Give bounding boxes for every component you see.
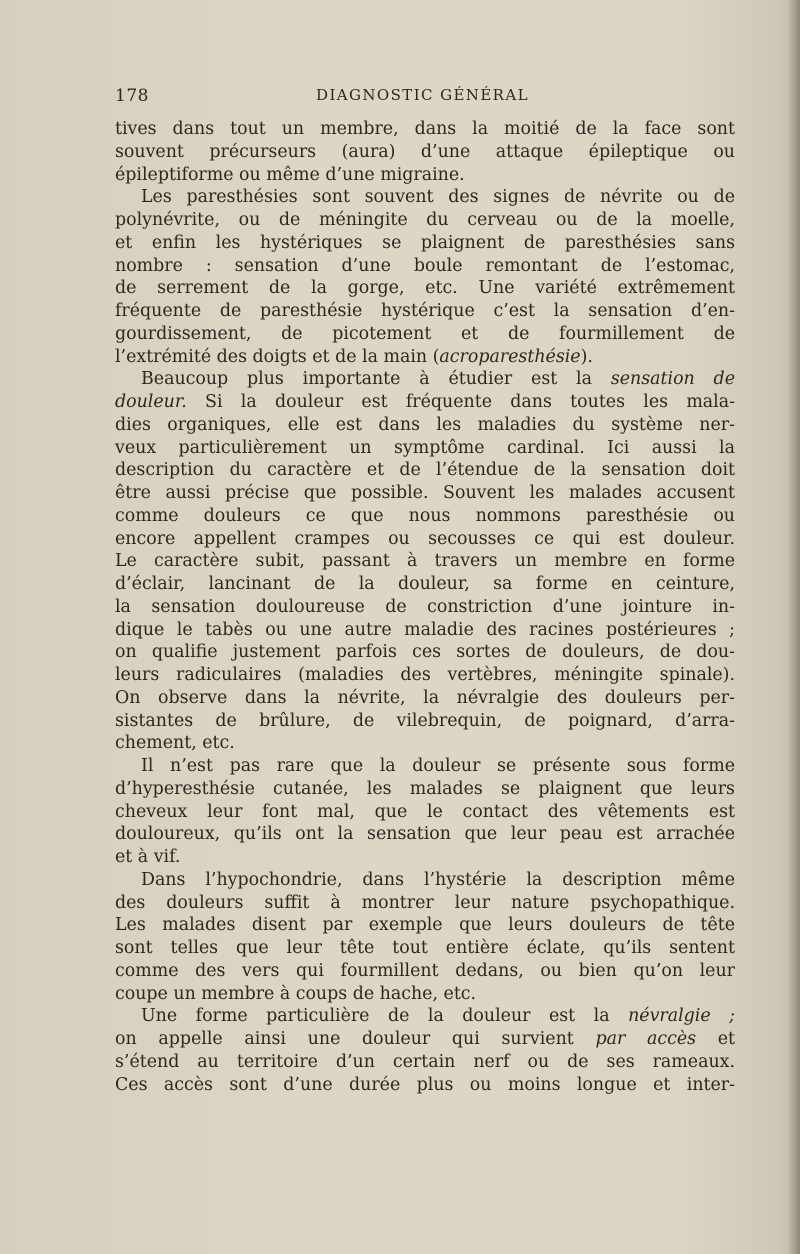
text-line: être aussi précise que possible. Souvent les malades accusent: [115, 483, 735, 503]
text-line: veux particulièrement un symptôme cardinal. Ici aussi la: [115, 437, 735, 458]
page-header: [115, 86, 730, 110]
page-edge-shadow: [786, 0, 800, 1254]
body-text: [115, 118, 735, 1096]
text-line: cheveux leur font mal, que le contact des vêtements est: [115, 801, 735, 822]
text-line: sistantes de brûlure, de vilebrequin, de poignard, d’arra-: [115, 710, 735, 731]
text-line: Les malades disent par exemple que leurs douleurs de tête: [115, 915, 735, 936]
text-line: [115, 1005, 735, 1028]
text-line: [115, 346, 735, 369]
text-line: comme douleurs ce que nous nommons paresthésie ou: [115, 505, 735, 526]
text-line: [115, 391, 735, 414]
text-line: fréquente de paresthésie hystérique c’est la sensation d’en-: [115, 301, 735, 321]
text-run: Beaucoup plus importante à étudier est la: [141, 369, 611, 390]
text-line: dique le tabès ou une autre maladie des racines postérieures ;: [115, 619, 735, 640]
text-line: des douleurs suffit à montrer leur nature psychopathique.: [115, 892, 735, 913]
text-run: et: [696, 1029, 735, 1049]
text-line: et à vif.: [115, 847, 181, 867]
text-line: douloureux, qu’ils ont la sensation que leur peau est arrachée: [115, 824, 735, 845]
italic-text-run: sensation de: [610, 369, 735, 390]
text-line: Ces accès sont d’une durée plus ou moins longue et inter-: [115, 1074, 735, 1095]
text-line: d’éclair, lancinant de la douleur, sa forme en ceinture,: [115, 574, 735, 594]
text-line: [115, 368, 735, 391]
italic-text-run: par accès: [595, 1029, 697, 1049]
text-run: ).: [580, 346, 593, 367]
text-line: chement, etc.: [115, 733, 235, 754]
text-line: de serrement de la gorge, etc. Une variété extrêmement: [115, 278, 735, 299]
text-line: Les paresthésies sont souvent des signes de névrite ou de: [141, 187, 735, 208]
text-run: l’extrémité des doigts et de la main (: [115, 346, 440, 367]
text-line: et enfin les hystériques se plaignent de paresthésies sans: [115, 232, 735, 253]
text-line: nombre : sensation d’une boule remontant de l’estomac,: [115, 255, 735, 276]
italic-text-run: acroparesthésie: [439, 346, 581, 367]
text-line: tives dans tout un membre, dans la moitié de la face sont: [115, 119, 735, 139]
text-line: souvent précurseurs (aura) d’une attaque épileptique ou: [115, 141, 735, 162]
text-line: polynévrite, ou de méningite du cerveau ou de la moelle,: [115, 210, 735, 230]
text-line: la sensation douloureuse de constriction d’une jointure in-: [115, 596, 735, 617]
text-line: encore appellent crampes ou secousses ce qui est douleur.: [115, 528, 735, 549]
text-run: Si la douleur est fréquente dans toutes les mala-: [186, 392, 735, 412]
text-line: Le caractère subit, passant à travers un membre en forme: [115, 551, 735, 572]
text-line: On observe dans la névrite, la névralgie des douleurs per-: [115, 687, 735, 708]
text-run: on appelle ainsi une douleur qui survient: [115, 1029, 596, 1049]
text-line: dies organiques, elle est dans les maladies du système ner-: [115, 414, 735, 435]
text-line: description du caractère et de l’étendue de la sensation doit: [115, 460, 735, 481]
text-line: Dans l’hypochondrie, dans l’hystérie la description même: [141, 869, 735, 890]
text-line: leurs radiculaires (maladies des vertèbres, méningite spinale).: [115, 665, 735, 685]
text-line: [115, 1028, 735, 1051]
text-line: comme des vers qui fourmillent dedans, ou bien qu’on leur: [115, 960, 735, 981]
page-number: 178: [115, 86, 149, 106]
running-head: DIAGNOSTIC GÉNÉRAL: [316, 86, 529, 104]
italic-text-run: névralgie ;: [628, 1006, 736, 1027]
text-line: d’hyperesthésie cutanée, les malades se plaignent que leurs: [115, 778, 735, 799]
text-line: on qualifie justement parfois ces sortes de douleurs, de dou-: [115, 642, 735, 663]
text-line: coupe un membre à coups de hache, etc.: [115, 983, 477, 1004]
text-line: Il n’est pas rare que la douleur se présente sous forme: [141, 756, 735, 776]
text-line: sont telles que leur tête tout entière éclate, qu’ils sentent: [115, 938, 735, 958]
text-line: s’étend au territoire d’un certain nerf ou de ses rameaux.: [115, 1051, 735, 1072]
text-line: épileptiforme ou même d’une migraine.: [115, 164, 465, 185]
text-line: gourdissement, de picotement et de fourmillement de: [115, 323, 735, 344]
text-run: Une forme particulière de la douleur est la: [141, 1006, 629, 1027]
italic-text-run: douleur.: [115, 392, 187, 412]
